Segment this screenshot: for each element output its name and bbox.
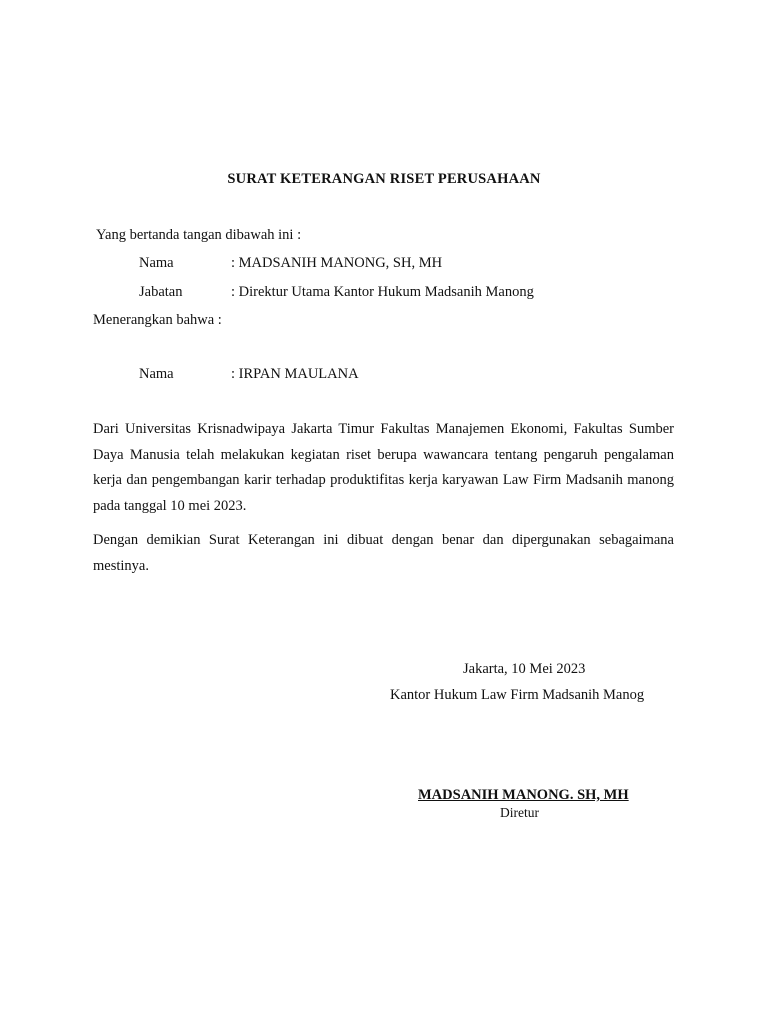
declares-line: Menerangkan bahwa : — [93, 312, 222, 328]
subject-name-label: Nama — [139, 366, 174, 382]
signatory-name-label: Nama — [139, 255, 174, 271]
organization-name: Kantor Hukum Law Firm Madsanih Manog — [390, 687, 645, 703]
signer-name: MADSANIH MANONG. SH, MH — [418, 787, 629, 803]
signatory-position-label: Jabatan — [139, 284, 183, 300]
signer-role: Diretur — [500, 805, 539, 820]
signatory-position-value: : Direktur Utama Kantor Hukum Madsanih Manong — [231, 284, 534, 300]
closing-paragraph: Dengan demikian Surat Keterangan ini dibuat dengan benar dan dipergunakan sebagaimana mestinya. — [93, 532, 674, 574]
intro-line: Yang bertanda tangan dibawah ini : — [96, 227, 302, 243]
signatory-name-value: : MADSANIH MANONG, SH, MH — [231, 255, 443, 271]
body-paragraph: Dari Universitas Krisnadwipaya Jakarta Timur Fakultas Manajemen Ekonomi, Fakultas Sumber Daya Manusia telah melakukan kegiatan riset berupa wawancara tentang pengaruh pengalaman kerja dan pengembangan karir terhadap produktifitas kerja karyawan Law Firm Madsanih manong pada tanggal 10 mei 2023. — [93, 421, 674, 514]
subject-name-value: : IRPAN MAULANA — [231, 366, 359, 382]
place-date: Jakarta, 10 Mei 2023 — [463, 661, 586, 677]
document-title: SURAT KETERANGAN RISET PERUSAHAAN — [227, 171, 541, 187]
